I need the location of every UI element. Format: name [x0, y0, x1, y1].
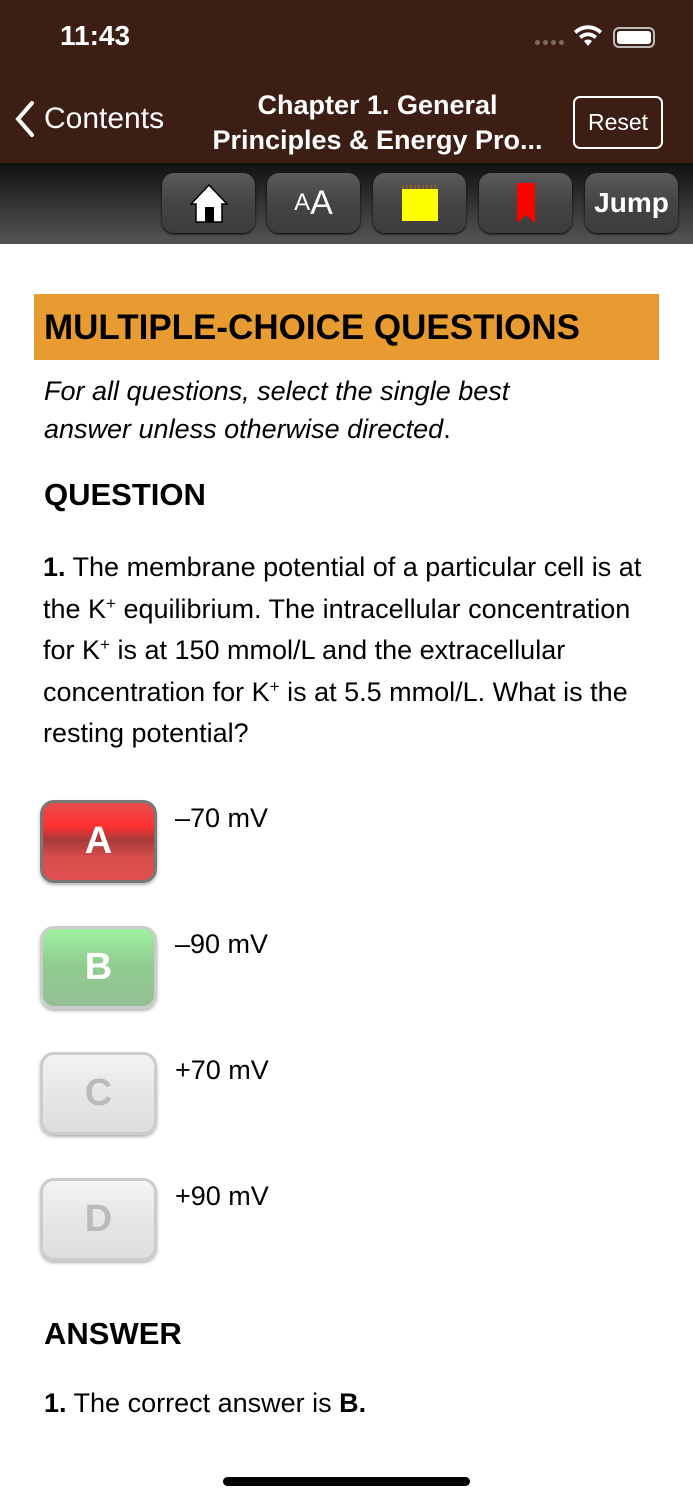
- option-d-text: +90 mV: [175, 1181, 269, 1211]
- font-size-button[interactable]: [267, 173, 360, 233]
- section-heading: MULTIPLE-CHOICE QUESTIONS: [34, 294, 659, 360]
- notes-button[interactable]: [373, 173, 466, 233]
- option-b-button[interactable]: B: [40, 926, 157, 1009]
- home-indicator[interactable]: [223, 1477, 470, 1486]
- bookmark-button[interactable]: [479, 173, 572, 233]
- option-c-text: +70 mV: [175, 1055, 269, 1085]
- answer-letter: B.: [339, 1388, 367, 1418]
- intro-period: .: [443, 414, 451, 444]
- bookmark-icon: [517, 183, 535, 223]
- answer-number: 1.: [44, 1388, 67, 1418]
- q-part: The membrane potential of a particular cell is at the K: [43, 552, 642, 624]
- toolbar: [0, 163, 693, 244]
- header: [0, 0, 693, 163]
- font-large-a: A: [310, 183, 333, 222]
- option-a-button[interactable]: A: [40, 800, 157, 883]
- question-heading: QUESTION: [44, 477, 206, 512]
- reset-button[interactable]: Reset: [573, 96, 663, 149]
- q-part: is at 5.5 mmol/L. What is the resting potential?: [43, 676, 628, 748]
- page-title: [190, 88, 565, 158]
- home-icon: [189, 182, 229, 224]
- home-button[interactable]: [162, 173, 255, 233]
- option-a-text: –70 mV: [175, 803, 269, 833]
- back-button[interactable]: [14, 100, 164, 138]
- battery-icon: [613, 27, 655, 48]
- q-part: is at 150 mmol/L and the extracellular concentration for K: [43, 635, 566, 707]
- option-b-text: –90 mV: [175, 929, 269, 959]
- intro-line-1: For all questions, select the single best: [44, 376, 510, 406]
- chevron-left-icon: [14, 100, 36, 138]
- jump-button[interactable]: Jump: [585, 173, 678, 233]
- option-c-button[interactable]: C: [40, 1052, 157, 1135]
- sup: +: [269, 676, 280, 696]
- question-number: 1.: [43, 552, 66, 582]
- title-line-1: Chapter 1. General: [257, 90, 498, 120]
- notepad-icon: [400, 183, 440, 223]
- answer-body: The correct answer is: [66, 1388, 340, 1418]
- title-line-2: Principles & Energy Pro...: [212, 125, 543, 155]
- answer-text: [44, 1388, 366, 1419]
- option-d-button[interactable]: D: [40, 1178, 157, 1261]
- q-part: equilibrium. The intracellular concentration for K: [43, 593, 631, 665]
- font-small-a: A: [294, 189, 311, 216]
- intro-line-2: answer unless otherwise directed: [44, 414, 444, 444]
- instructions: [44, 372, 644, 448]
- signal-icon: [535, 40, 564, 45]
- sup: +: [106, 593, 116, 613]
- status-time: 11:43: [60, 20, 131, 51]
- wifi-icon: [573, 24, 603, 48]
- question-text: [43, 547, 653, 755]
- answer-heading: ANSWER: [44, 1316, 182, 1351]
- sup: +: [100, 635, 110, 654]
- back-label: Contents: [44, 102, 165, 135]
